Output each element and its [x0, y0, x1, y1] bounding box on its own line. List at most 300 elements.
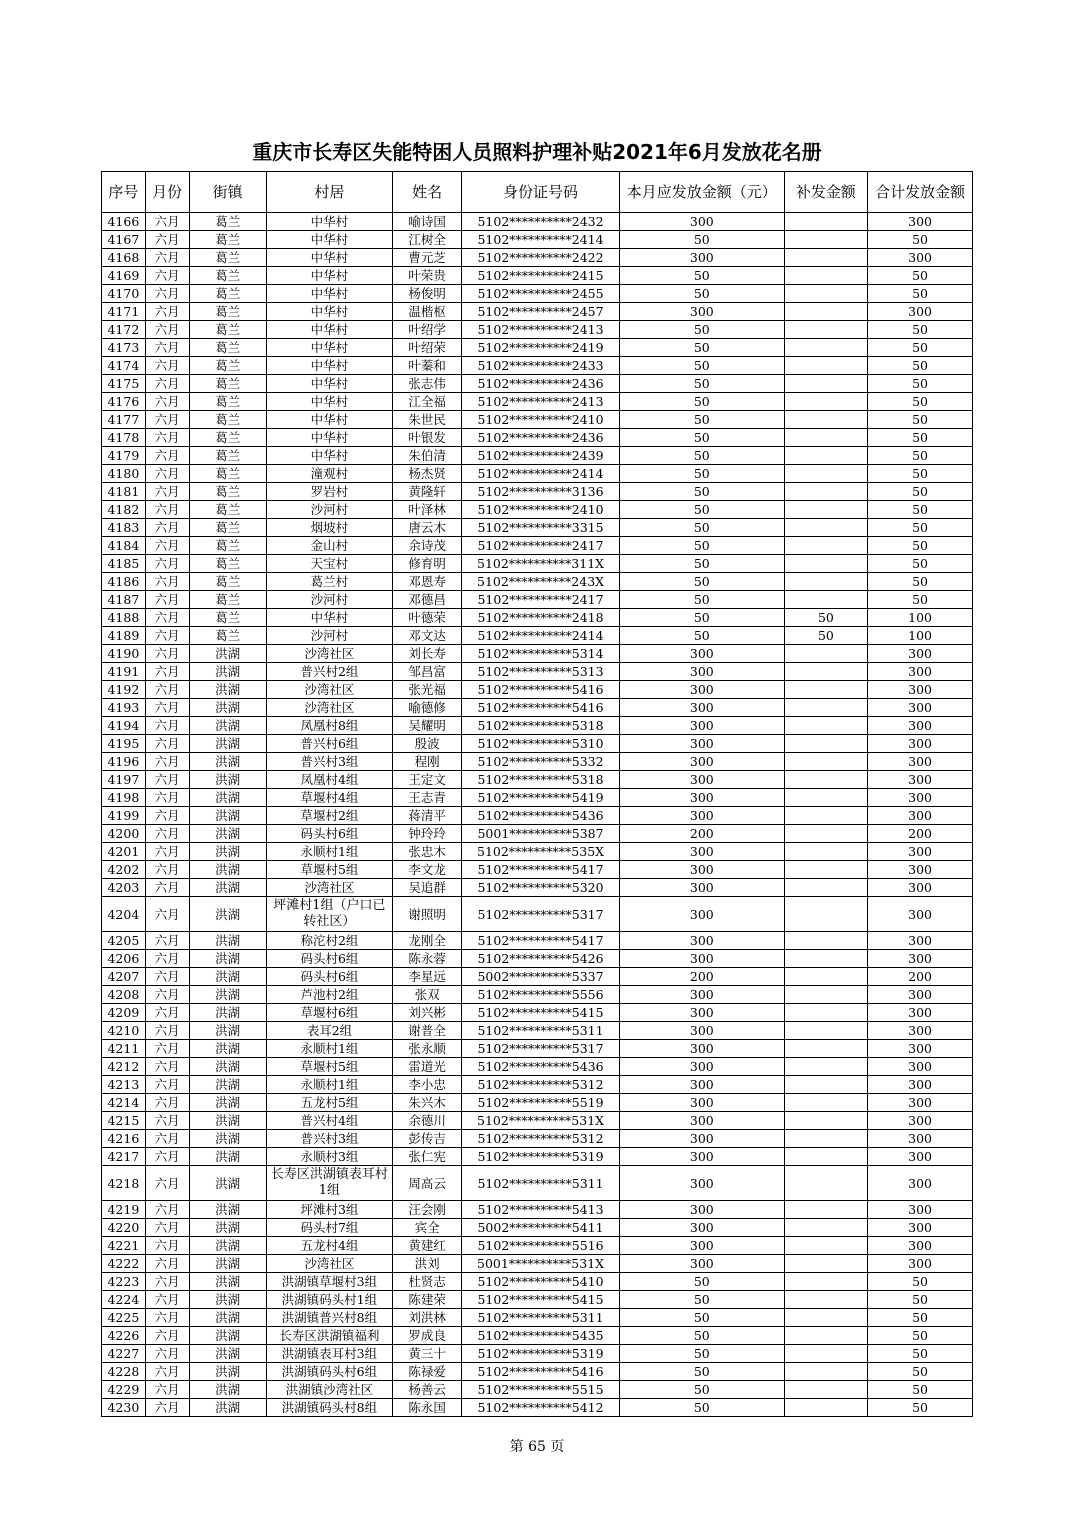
cell-supplement — [784, 825, 867, 843]
cell-total: 50 — [868, 1363, 973, 1381]
cell-village: 中华村 — [266, 339, 392, 357]
cell-monthly-amount: 50 — [619, 1399, 784, 1417]
cell-name: 殷波 — [393, 735, 462, 753]
cell-village: 芦池村2组 — [266, 986, 392, 1004]
cell-supplement — [784, 519, 867, 537]
col-header-village: 村居 — [266, 172, 392, 213]
cell-supplement — [784, 735, 867, 753]
cell-monthly-amount: 50 — [619, 1273, 784, 1291]
cell-month: 六月 — [145, 267, 189, 285]
cell-total: 50 — [868, 573, 973, 591]
table-row — [102, 825, 973, 843]
cell-index: 4206 — [102, 950, 146, 968]
cell-id-number: 5102**********5516 — [462, 1237, 620, 1255]
table-row — [102, 1363, 973, 1381]
cell-supplement — [784, 1273, 867, 1291]
cell-town: 葛兰 — [189, 429, 266, 447]
cell-supplement — [784, 1255, 867, 1273]
table-row — [102, 1237, 973, 1255]
table-row — [102, 609, 973, 627]
cell-month: 六月 — [145, 1004, 189, 1022]
table-row — [102, 465, 973, 483]
cell-total: 200 — [868, 968, 973, 986]
cell-index: 4218 — [102, 1166, 146, 1201]
table-row — [102, 573, 973, 591]
cell-supplement — [784, 339, 867, 357]
cell-village: 洪湖镇沙湾社区 — [266, 1381, 392, 1399]
table-row — [102, 1130, 973, 1148]
cell-monthly-amount: 300 — [619, 789, 784, 807]
cell-village: 普兴村6组 — [266, 735, 392, 753]
table-row — [102, 393, 973, 411]
cell-monthly-amount: 50 — [619, 429, 784, 447]
cell-town: 洪湖 — [189, 1363, 266, 1381]
cell-id-number: 5001**********531X — [462, 1255, 620, 1273]
cell-index: 4170 — [102, 285, 146, 303]
cell-total: 300 — [868, 1112, 973, 1130]
cell-total: 300 — [868, 213, 973, 231]
cell-supplement — [784, 591, 867, 609]
cell-monthly-amount: 50 — [619, 591, 784, 609]
cell-index: 4198 — [102, 789, 146, 807]
cell-month: 六月 — [145, 609, 189, 627]
cell-index: 4180 — [102, 465, 146, 483]
cell-town: 洪湖 — [189, 753, 266, 771]
cell-monthly-amount: 300 — [619, 681, 784, 699]
cell-name: 李小忠 — [393, 1076, 462, 1094]
cell-monthly-amount: 300 — [619, 663, 784, 681]
cell-name: 叶蓁和 — [393, 357, 462, 375]
cell-village: 草堰村6组 — [266, 1004, 392, 1022]
cell-supplement — [784, 879, 867, 897]
table-row — [102, 771, 973, 789]
cell-village: 永顺村3组 — [266, 1148, 392, 1166]
cell-month: 六月 — [145, 1166, 189, 1201]
cell-index: 4174 — [102, 357, 146, 375]
cell-total: 300 — [868, 735, 973, 753]
cell-month: 六月 — [145, 1201, 189, 1219]
table-row — [102, 645, 973, 663]
cell-supplement — [784, 429, 867, 447]
cell-supplement — [784, 771, 867, 789]
cell-id-number: 5102**********5416 — [462, 1363, 620, 1381]
table-row — [102, 537, 973, 555]
cell-village: 五龙村4组 — [266, 1237, 392, 1255]
cell-town: 洪湖 — [189, 789, 266, 807]
cell-month: 六月 — [145, 1022, 189, 1040]
cell-month: 六月 — [145, 968, 189, 986]
table-row — [102, 986, 973, 1004]
cell-village: 中华村 — [266, 249, 392, 267]
cell-total: 300 — [868, 1148, 973, 1166]
col-header-index: 序号 — [102, 172, 146, 213]
cell-village: 码头村7组 — [266, 1219, 392, 1237]
cell-id-number: 5102**********5415 — [462, 1291, 620, 1309]
cell-supplement — [784, 1237, 867, 1255]
cell-total: 50 — [868, 1327, 973, 1345]
cell-id-number: 5102**********5412 — [462, 1399, 620, 1417]
cell-name: 陈永蓉 — [393, 950, 462, 968]
cell-village: 长寿区洪湖镇表耳村1组 — [266, 1166, 392, 1201]
cell-name: 张永顺 — [393, 1040, 462, 1058]
cell-supplement — [784, 573, 867, 591]
cell-month: 六月 — [145, 249, 189, 267]
cell-id-number: 5102**********5314 — [462, 645, 620, 663]
table-row — [102, 501, 973, 519]
cell-month: 六月 — [145, 717, 189, 735]
cell-name: 唐云木 — [393, 519, 462, 537]
cell-town: 葛兰 — [189, 339, 266, 357]
table-row — [102, 807, 973, 825]
cell-town: 葛兰 — [189, 627, 266, 645]
cell-monthly-amount: 300 — [619, 1040, 784, 1058]
cell-name: 喻诗国 — [393, 213, 462, 231]
cell-name: 朱兴木 — [393, 1094, 462, 1112]
cell-supplement — [784, 375, 867, 393]
cell-total: 50 — [868, 267, 973, 285]
cell-supplement — [784, 465, 867, 483]
cell-month: 六月 — [145, 429, 189, 447]
cell-town: 葛兰 — [189, 555, 266, 573]
cell-name: 刘兴彬 — [393, 1004, 462, 1022]
cell-town: 洪湖 — [189, 1201, 266, 1219]
cell-village: 洪湖镇表耳村3组 — [266, 1345, 392, 1363]
cell-supplement — [784, 968, 867, 986]
cell-town: 洪湖 — [189, 717, 266, 735]
cell-id-number: 5102**********5416 — [462, 681, 620, 699]
cell-name: 陈永国 — [393, 1399, 462, 1417]
cell-name: 张忠木 — [393, 843, 462, 861]
cell-total: 300 — [868, 932, 973, 950]
cell-index: 4225 — [102, 1309, 146, 1327]
cell-village: 坪滩村3组 — [266, 1201, 392, 1219]
cell-village: 永顺村1组 — [266, 843, 392, 861]
cell-name: 邓德昌 — [393, 591, 462, 609]
cell-town: 洪湖 — [189, 1058, 266, 1076]
cell-id-number: 5102**********5519 — [462, 1094, 620, 1112]
cell-month: 六月 — [145, 753, 189, 771]
cell-month: 六月 — [145, 285, 189, 303]
cell-monthly-amount: 50 — [619, 501, 784, 519]
cell-index: 4187 — [102, 591, 146, 609]
cell-name: 王志青 — [393, 789, 462, 807]
cell-month: 六月 — [145, 537, 189, 555]
cell-id-number: 5102**********5311 — [462, 1166, 620, 1201]
cell-town: 葛兰 — [189, 609, 266, 627]
cell-total: 50 — [868, 501, 973, 519]
cell-monthly-amount: 300 — [619, 986, 784, 1004]
cell-name: 江全福 — [393, 393, 462, 411]
cell-id-number: 5102**********311X — [462, 555, 620, 573]
table-row — [102, 950, 973, 968]
cell-index: 4216 — [102, 1130, 146, 1148]
cell-monthly-amount: 50 — [619, 411, 784, 429]
cell-id-number: 5102**********2439 — [462, 447, 620, 465]
cell-supplement — [784, 1094, 867, 1112]
cell-total: 300 — [868, 1076, 973, 1094]
table-row — [102, 1219, 973, 1237]
table-row — [102, 861, 973, 879]
cell-total: 50 — [868, 285, 973, 303]
table-row — [102, 1148, 973, 1166]
cell-total: 50 — [868, 375, 973, 393]
cell-name: 邓文达 — [393, 627, 462, 645]
cell-id-number: 5102**********2415 — [462, 267, 620, 285]
cell-village: 普兴村3组 — [266, 753, 392, 771]
cell-name: 吴追群 — [393, 879, 462, 897]
cell-village: 潼观村 — [266, 465, 392, 483]
cell-id-number: 5102**********5515 — [462, 1381, 620, 1399]
cell-monthly-amount: 300 — [619, 950, 784, 968]
cell-name: 汪会刚 — [393, 1201, 462, 1219]
cell-town: 洪湖 — [189, 1022, 266, 1040]
cell-name: 叶绍学 — [393, 321, 462, 339]
cell-index: 4175 — [102, 375, 146, 393]
cell-total: 300 — [868, 681, 973, 699]
cell-supplement: 50 — [784, 609, 867, 627]
cell-index: 4166 — [102, 213, 146, 231]
cell-total: 50 — [868, 1345, 973, 1363]
cell-index: 4177 — [102, 411, 146, 429]
table-row — [102, 1345, 973, 1363]
table-row — [102, 303, 973, 321]
cell-total: 50 — [868, 339, 973, 357]
table-row — [102, 1004, 973, 1022]
cell-village: 凤凰村8组 — [266, 717, 392, 735]
cell-monthly-amount: 50 — [619, 267, 784, 285]
cell-total: 300 — [868, 843, 973, 861]
cell-total: 300 — [868, 771, 973, 789]
cell-monthly-amount: 50 — [619, 285, 784, 303]
cell-monthly-amount: 300 — [619, 735, 784, 753]
cell-index: 4197 — [102, 771, 146, 789]
cell-id-number: 5102**********5419 — [462, 789, 620, 807]
cell-name: 叶绍荣 — [393, 339, 462, 357]
cell-supplement — [784, 1291, 867, 1309]
table-row — [102, 375, 973, 393]
cell-name: 张仁宪 — [393, 1148, 462, 1166]
cell-monthly-amount: 50 — [619, 627, 784, 645]
cell-month: 六月 — [145, 411, 189, 429]
cell-village: 凤凰村4组 — [266, 771, 392, 789]
cell-village: 中华村 — [266, 609, 392, 627]
cell-month: 六月 — [145, 699, 189, 717]
cell-town: 洪湖 — [189, 1112, 266, 1130]
cell-supplement — [784, 555, 867, 573]
cell-total: 50 — [868, 555, 973, 573]
table-row — [102, 1022, 973, 1040]
cell-total: 50 — [868, 357, 973, 375]
cell-town: 洪湖 — [189, 807, 266, 825]
cell-monthly-amount: 50 — [619, 393, 784, 411]
cell-village: 永顺村1组 — [266, 1040, 392, 1058]
cell-total: 300 — [868, 1004, 973, 1022]
cell-name: 朱伯清 — [393, 447, 462, 465]
cell-total: 50 — [868, 1309, 973, 1327]
table-row — [102, 429, 973, 447]
cell-name: 杜贤志 — [393, 1273, 462, 1291]
cell-name: 张志伟 — [393, 375, 462, 393]
cell-index: 4228 — [102, 1363, 146, 1381]
cell-index: 4209 — [102, 1004, 146, 1022]
cell-monthly-amount: 300 — [619, 843, 784, 861]
cell-id-number: 5102**********5311 — [462, 1309, 620, 1327]
cell-month: 六月 — [145, 213, 189, 231]
cell-id-number: 5102**********5435 — [462, 1327, 620, 1345]
cell-month: 六月 — [145, 879, 189, 897]
cell-month: 六月 — [145, 1345, 189, 1363]
cell-id-number: 5102**********5317 — [462, 897, 620, 932]
cell-month: 六月 — [145, 303, 189, 321]
cell-month: 六月 — [145, 1148, 189, 1166]
cell-month: 六月 — [145, 1112, 189, 1130]
cell-total: 50 — [868, 411, 973, 429]
cell-total: 300 — [868, 753, 973, 771]
cell-month: 六月 — [145, 1399, 189, 1417]
cell-monthly-amount: 50 — [619, 1291, 784, 1309]
cell-village: 普兴村3组 — [266, 1130, 392, 1148]
cell-monthly-amount: 50 — [619, 447, 784, 465]
cell-month: 六月 — [145, 986, 189, 1004]
cell-monthly-amount: 300 — [619, 1094, 784, 1112]
cell-monthly-amount: 300 — [619, 1148, 784, 1166]
cell-index: 4215 — [102, 1112, 146, 1130]
cell-id-number: 5102**********5416 — [462, 699, 620, 717]
col-header-town: 街镇 — [189, 172, 266, 213]
cell-month: 六月 — [145, 591, 189, 609]
table-row — [102, 1058, 973, 1076]
cell-monthly-amount: 50 — [619, 1381, 784, 1399]
cell-monthly-amount: 50 — [619, 1345, 784, 1363]
cell-town: 葛兰 — [189, 321, 266, 339]
page-number: 第 65 页 — [509, 1439, 565, 1455]
cell-town: 洪湖 — [189, 897, 266, 932]
cell-town: 葛兰 — [189, 357, 266, 375]
cell-id-number: 5102**********2414 — [462, 627, 620, 645]
cell-index: 4173 — [102, 339, 146, 357]
cell-index: 4224 — [102, 1291, 146, 1309]
cell-id-number: 5102**********5332 — [462, 753, 620, 771]
cell-monthly-amount: 50 — [619, 1327, 784, 1345]
cell-month: 六月 — [145, 789, 189, 807]
cell-total: 300 — [868, 1040, 973, 1058]
cell-monthly-amount: 300 — [619, 1076, 784, 1094]
cell-town: 洪湖 — [189, 1327, 266, 1345]
cell-monthly-amount: 300 — [619, 213, 784, 231]
cell-town: 洪湖 — [189, 843, 266, 861]
cell-name: 修育明 — [393, 555, 462, 573]
cell-name: 杨俊明 — [393, 285, 462, 303]
cell-month: 六月 — [145, 573, 189, 591]
table-row — [102, 357, 973, 375]
cell-index: 4203 — [102, 879, 146, 897]
cell-supplement — [784, 1219, 867, 1237]
cell-village: 码头村6组 — [266, 950, 392, 968]
cell-index: 4171 — [102, 303, 146, 321]
cell-supplement — [784, 321, 867, 339]
cell-name: 龙刚全 — [393, 932, 462, 950]
table-row — [102, 321, 973, 339]
header-row — [102, 172, 973, 213]
cell-village: 洪湖镇码头村1组 — [266, 1291, 392, 1309]
cell-total: 300 — [868, 1058, 973, 1076]
cell-village: 码头村6组 — [266, 825, 392, 843]
cell-village: 码头村6组 — [266, 968, 392, 986]
cell-monthly-amount: 50 — [619, 1309, 784, 1327]
cell-village: 草堰村5组 — [266, 861, 392, 879]
cell-supplement — [784, 411, 867, 429]
cell-name: 张光福 — [393, 681, 462, 699]
table-row — [102, 1255, 973, 1273]
cell-index: 4168 — [102, 249, 146, 267]
cell-town: 葛兰 — [189, 519, 266, 537]
cell-total: 300 — [868, 950, 973, 968]
cell-town: 洪湖 — [189, 1130, 266, 1148]
cell-monthly-amount: 50 — [619, 483, 784, 501]
cell-id-number: 5102**********5320 — [462, 879, 620, 897]
cell-index: 4219 — [102, 1201, 146, 1219]
cell-village: 天宝村 — [266, 555, 392, 573]
cell-id-number: 5102**********3315 — [462, 519, 620, 537]
cell-name: 周高云 — [393, 1166, 462, 1201]
cell-index: 4184 — [102, 537, 146, 555]
cell-index: 4183 — [102, 519, 146, 537]
cell-id-number: 5102**********5313 — [462, 663, 620, 681]
cell-town: 洪湖 — [189, 825, 266, 843]
cell-village: 草堰村2组 — [266, 807, 392, 825]
cell-supplement — [784, 501, 867, 519]
cell-month: 六月 — [145, 1237, 189, 1255]
cell-total: 300 — [868, 1219, 973, 1237]
cell-month: 六月 — [145, 735, 189, 753]
table-row — [102, 339, 973, 357]
cell-monthly-amount: 300 — [619, 1237, 784, 1255]
cell-month: 六月 — [145, 1040, 189, 1058]
cell-village: 普兴村4组 — [266, 1112, 392, 1130]
cell-id-number: 5102**********5318 — [462, 771, 620, 789]
cell-name: 彭传吉 — [393, 1130, 462, 1148]
cell-town: 葛兰 — [189, 267, 266, 285]
cell-index: 4179 — [102, 447, 146, 465]
cell-month: 六月 — [145, 1058, 189, 1076]
cell-monthly-amount: 50 — [619, 357, 784, 375]
cell-index: 4176 — [102, 393, 146, 411]
cell-supplement — [784, 1201, 867, 1219]
cell-id-number: 5102**********2422 — [462, 249, 620, 267]
cell-village: 沙河村 — [266, 591, 392, 609]
cell-id-number: 5102**********5312 — [462, 1076, 620, 1094]
cell-month: 六月 — [145, 1255, 189, 1273]
cell-monthly-amount: 50 — [619, 375, 784, 393]
table-row — [102, 681, 973, 699]
cell-town: 葛兰 — [189, 213, 266, 231]
cell-village: 中华村 — [266, 447, 392, 465]
cell-total: 300 — [868, 1094, 973, 1112]
cell-town: 洪湖 — [189, 1219, 266, 1237]
cell-index: 4229 — [102, 1381, 146, 1399]
cell-supplement — [784, 393, 867, 411]
cell-total: 100 — [868, 627, 973, 645]
cell-village: 长寿区洪湖镇福利 — [266, 1327, 392, 1345]
cell-village: 中华村 — [266, 285, 392, 303]
cell-town: 葛兰 — [189, 501, 266, 519]
cell-total: 300 — [868, 1022, 973, 1040]
cell-month: 六月 — [145, 231, 189, 249]
cell-supplement — [784, 1040, 867, 1058]
cell-index: 4186 — [102, 573, 146, 591]
cell-index: 4212 — [102, 1058, 146, 1076]
cell-index: 4230 — [102, 1399, 146, 1417]
